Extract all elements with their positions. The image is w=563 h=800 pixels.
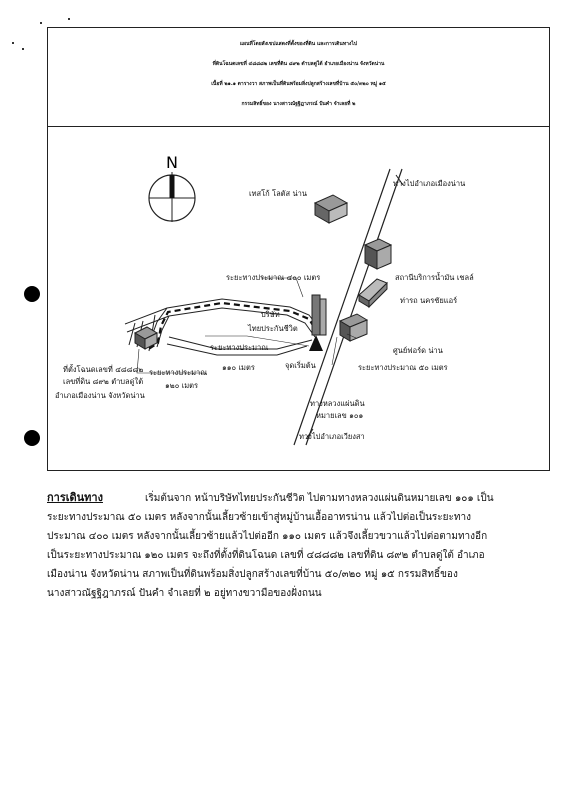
label-dist-50: ระยะทางประมาณ ๕๐ เมตร	[358, 363, 448, 372]
header-box	[47, 27, 550, 127]
header-line-4: กรรมสิทธิ์ของ นางสาวณัฐฐิฎาภรณ์ ปันคำ จำเลยที่ ๒	[241, 101, 356, 107]
label-highway-no: หมายเลข ๑๐๑	[316, 411, 364, 420]
label-to-mueang-nan: ทางไปอำเภอเมืองน่าน	[393, 179, 466, 188]
scan-speck	[22, 48, 24, 50]
tesco-building-icon	[315, 195, 347, 223]
label-dist-400: ระยะทางประมาณ ๔๐๐ เมตร	[226, 273, 321, 282]
shell-station-icon	[365, 239, 391, 269]
label-highway: ทางหลวงแผ่นดิน	[310, 399, 365, 408]
header-line-1: แผนที่โดยสังเขปแสดงที่ตั้งของที่ดิน และการเดินทางไป	[239, 41, 358, 47]
label-parcel-3: อำเภอเมืองน่าน จังหวัดน่าน	[55, 391, 145, 400]
label-ford: ศูนย์ฟอร์ด น่าน	[393, 346, 443, 355]
thai-life-building-icon	[312, 295, 326, 335]
scan-speck	[40, 22, 42, 24]
directions-line-3: ประมาณ ๔๐๐ เมตร หลังจากนั้นเลี้ยวซ้ายแล้วไปต่ออีก ๑๑๐ เมตร แล้วจึงเลี้ยวขวาแล้วไปต่อตามทางอีก	[47, 531, 488, 542]
label-to-wiang-sa: ทางไปอำเภอเวียงสา	[299, 432, 365, 441]
scan-speck	[68, 18, 70, 20]
label-start-point: จุดเริ่มต้น	[285, 361, 316, 370]
directions-text-1: เริ่มต้นจาก หน้าบริษัทไทยประกันชีวิต ไปตามทางหลวงแผ่นดินหมายเลข ๑๐๑ เป็น	[144, 493, 494, 504]
directions-heading: การเดินทาง	[47, 491, 103, 504]
label-dist-120-a: ระยะทางประมาณ	[149, 368, 208, 377]
label-company: บริษัท	[261, 310, 280, 319]
punch-hole	[24, 286, 40, 302]
label-tesco: เทสโก้ โลตัส น่าน	[249, 189, 307, 198]
label-dist-110-b: ๑๑๐ เมตร	[222, 363, 255, 372]
directions-line-4: เป็นระยะทางประมาณ ๑๒๐ เมตร จะถึงที่ตั้งที่ดินโฉนด เลขที่ ๔๘๘๘๒ เลขที่ดิน ๘๙๒ ตำบลดู่ใต้ อำเภอ	[47, 550, 485, 561]
label-parcel-2: เลขที่ดิน ๘๙๒ ตำบลดู่ใต้	[63, 377, 144, 386]
scan-speck	[12, 42, 14, 44]
label-company-name: ไทยประกันชีวิต	[248, 324, 298, 333]
north-label: N	[166, 153, 178, 172]
punch-hole	[24, 430, 40, 446]
directions-line-5: เมืองน่าน จังหวัดน่าน สภาพเป็นที่ดินพร้อมสิ่งปลูกสร้างเลขที่บ้าน ๕๐/๓๒๐ หมู่ ๑๕ กรรมสิทธิ์ของ	[47, 569, 458, 580]
label-parcel-1: ที่ตั้งโฉนดเลขที่ ๔๘๘๘๒	[63, 365, 144, 374]
north-compass-icon	[149, 172, 195, 222]
directions-section	[47, 488, 550, 603]
label-bus-terminal: ท่ารถ นครชัยแอร์	[400, 296, 458, 305]
directions-line-1	[47, 488, 550, 508]
label-dist-110-a: ระยะทางประมาณ	[210, 343, 269, 352]
directions-line-6: นางสาวณัฐฐิฎาภรณ์ ปันคำ จำเลยที่ ๒ อยู่ทางขวามือของฝั่งถนน	[47, 588, 322, 599]
map-drawing	[47, 127, 550, 471]
directions-line-2: ระยะทางประมาณ ๕๐ เมตร หลังจากนั้นเลี้ยวซ้ายเข้าสู่หมู่บ้านเอื้ออาทรน่าน แล้วไปต่อเป็นระยะทาง	[47, 512, 471, 523]
label-dist-120-b: ๑๒๐ เมตร	[165, 381, 199, 390]
label-shell: สถานีบริการน้ำมัน เชลล์	[395, 273, 474, 282]
header-line-3: เนื้อที่ ๒๑.๑ ตารางวา สภาพเป็นที่ดินพร้อมสิ่งปลูกสร้างเลขที่บ้าน ๕๐/๓๒๐ หมู่ ๑๕	[211, 81, 386, 87]
start-point-marker	[309, 335, 323, 351]
header-line-2: ที่ดินโฉนดเลขที่ ๔๘๘๘๒ เลขที่ดิน ๘๙๒ ตำบลดู่ใต้ อำเภอเมืองน่าน จังหวัดน่าน	[212, 61, 385, 67]
bus-icon	[359, 279, 387, 307]
